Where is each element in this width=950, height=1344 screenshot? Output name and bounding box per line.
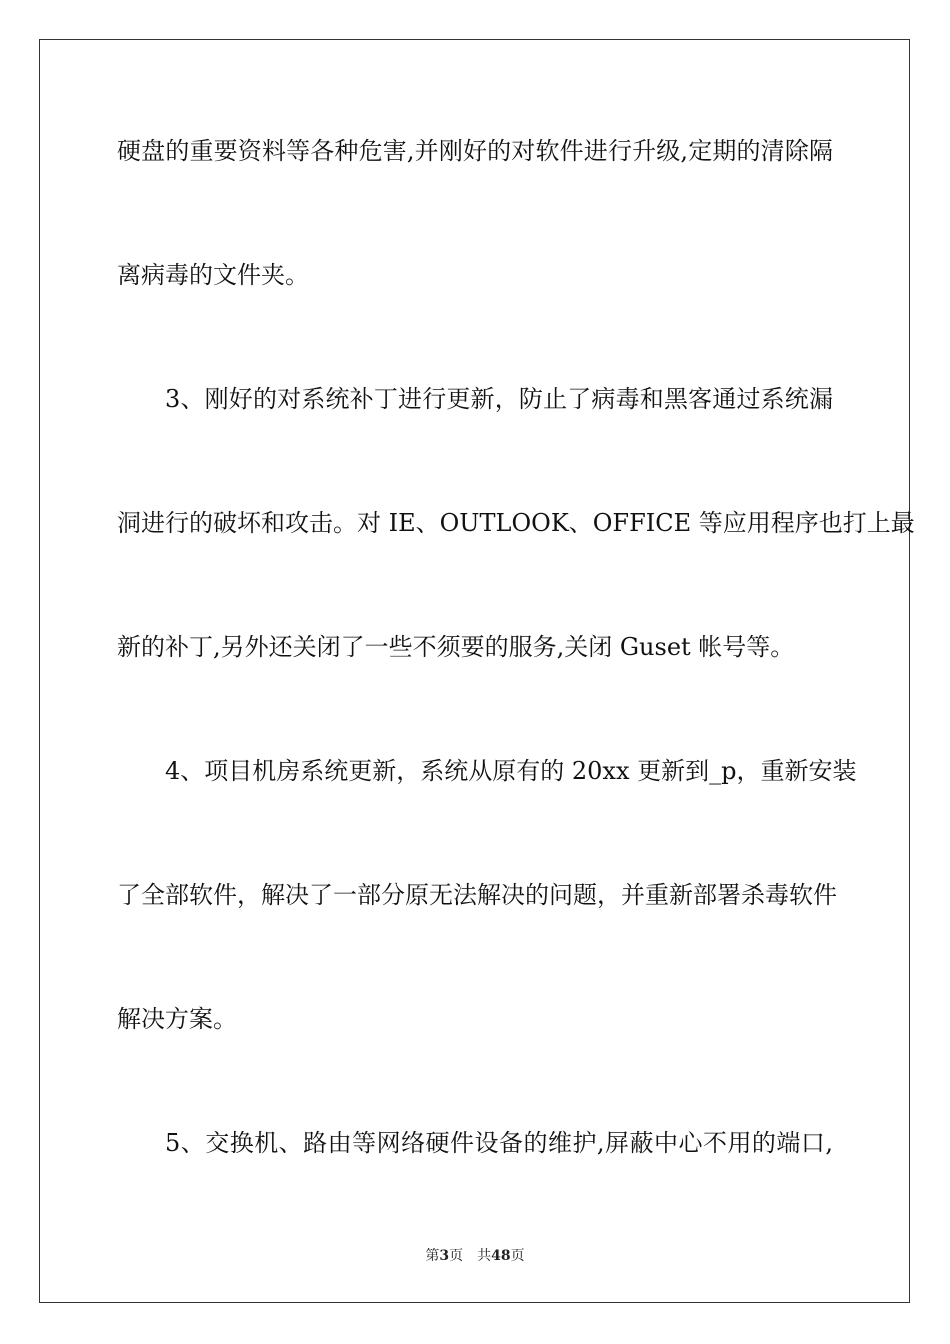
footer-page-total: 48	[491, 1248, 511, 1264]
paragraph-line-4: 洞进行的破坏和攻击。对 IE、OUTLOOK、OFFICE 等应用程序也打上最	[117, 509, 915, 537]
paragraph-line-1: 硬盘的重要资料等各种危害,并刚好的对软件进行升级,定期的清除隔	[117, 137, 833, 165]
footer-page-prefix: 第	[425, 1248, 440, 1264]
paragraph-line-3: 3、刚好的对系统补丁进行更新，防止了病毒和黑客通过系统漏	[165, 385, 833, 413]
footer-total-prefix: 共	[477, 1248, 492, 1264]
paragraph-line-9: 5、交换机、路由等网络硬件设备的维护,屏蔽中心不用的端口,	[165, 1129, 833, 1157]
footer-page-suffix: 页	[449, 1248, 464, 1264]
paragraph-line-5: 新的补丁,另外还关闭了一些不须要的服务,关闭 Guset 帐号等。	[117, 633, 795, 661]
footer-total-suffix: 页	[510, 1248, 525, 1264]
paragraph-line-2: 离病毒的文件夹。	[117, 261, 309, 289]
page-border	[39, 39, 915, 1303]
paragraph-line-8: 解决方案。	[117, 1005, 237, 1033]
footer-page-current: 3	[439, 1248, 450, 1264]
paragraph-line-6: 4、项目机房系统更新，系统从原有的 20xx 更新到_p，重新安装	[165, 757, 857, 785]
paragraph-line-7: 了全部软件，解决了一部分原无法解决的问题，并重新部署杀毒软件	[117, 881, 837, 909]
page-footer	[0, 1247, 950, 1265]
